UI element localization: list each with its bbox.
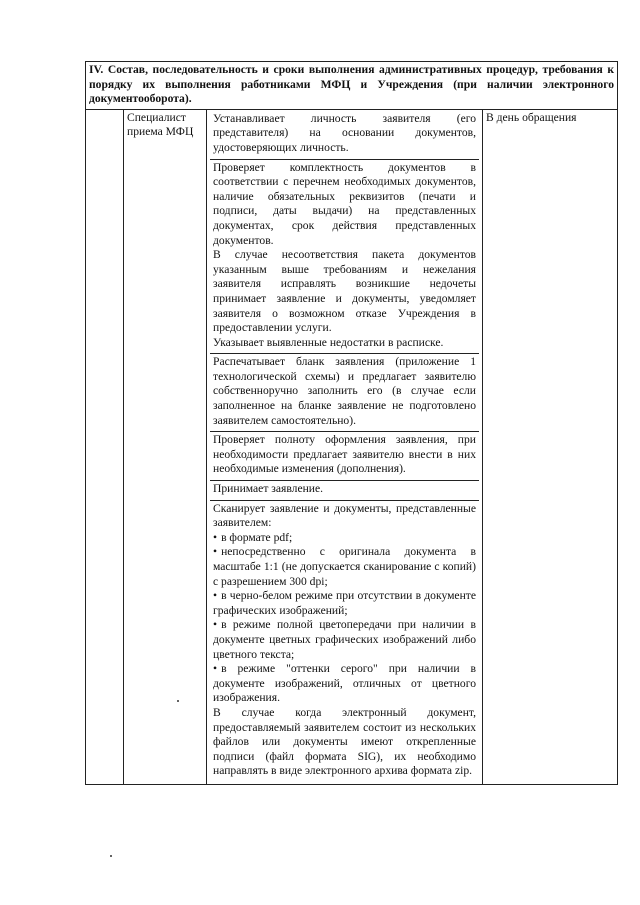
step-text: Устанавливает личность заявителя (его представителя) на основании документов, удостоверяющих личность. bbox=[213, 111, 476, 154]
step-accept bbox=[210, 481, 479, 501]
scan-speck bbox=[177, 700, 179, 702]
empty-cell bbox=[86, 109, 124, 784]
table-row bbox=[86, 109, 618, 784]
step-text: Принимает заявление. bbox=[213, 482, 324, 496]
bullet-item: • в черно-белом режиме при отсутствии в документе графических изображений; bbox=[213, 589, 476, 618]
step-print-form bbox=[210, 354, 479, 432]
bullet-item: • в формате pdf; bbox=[213, 531, 476, 546]
actions-cell bbox=[207, 109, 483, 784]
deadline-cell: В день обращения bbox=[483, 109, 618, 784]
section-heading: IV. Состав, последовательность и сроки выполнения административных процедур, требования к порядку их выполнения работниками МФЦ и Учреждения (при наличии электронного документооборота). bbox=[86, 62, 618, 110]
step-text: Сканирует заявление и документы, представленные заявителем: bbox=[213, 501, 476, 530]
step-text: В случае когда электронный документ, предоставляемый заявителем состоит из нескольких файлов или документы имеют открепленные подписи (файл формата SIG), их необходимо направлять в виде электронного архива формата zip. bbox=[213, 705, 476, 778]
section-heading-row bbox=[86, 62, 618, 110]
step-check-application bbox=[210, 432, 479, 481]
procedure-table bbox=[85, 61, 618, 785]
step-scan bbox=[210, 501, 479, 782]
bullet-item: • в режиме полной цветопередачи при наличии в документе цветных графических изображений либо цветного текста; bbox=[213, 618, 476, 662]
step-text: Проверяет полноту оформления заявления, при необходимости предлагает заявителю внести в них необходимые изменения (дополнения). bbox=[213, 433, 476, 476]
step-text: Распечатывает бланк заявления (приложение 1 технологической схемы) и предлагает заявителю собственноручно заполнить его (в случае если заполненное на бланке заявление не подготовлено заявителем самостоятельно). bbox=[213, 355, 476, 427]
step-check-completeness bbox=[210, 160, 479, 355]
step-text: Проверяет комплектность документов в соответствии с перечнем необходимых документов, наличие обязательных реквизитов (печати и подписи, даты выдачи) на представленных документах, срок действия представленных документов. bbox=[213, 160, 476, 247]
scan-speck bbox=[110, 855, 112, 857]
responsible-cell: Специалист приема МФЦ bbox=[124, 109, 207, 784]
step-text: В случае несоответствия пакета документов указанным выше требованиям и нежелания заявителя исправлять возникшие недочеты принимает заявление и документы, уведомляет заявителя о возможном отказе Учреждения в предоставлении услуги. bbox=[213, 248, 476, 335]
bullet-item: • в режиме "оттенки серого" при наличии в документе изображений, отличных от цветного изображения. bbox=[213, 662, 476, 706]
bullet-item: • непосредственно с оригинала документа в масштабе 1:1 (не допускается сканирование с копий) с разрешением 300 dpi; bbox=[213, 545, 476, 589]
step-identify bbox=[210, 111, 479, 160]
step-text: Указывает выявленные недостатки в расписке. bbox=[213, 335, 444, 349]
